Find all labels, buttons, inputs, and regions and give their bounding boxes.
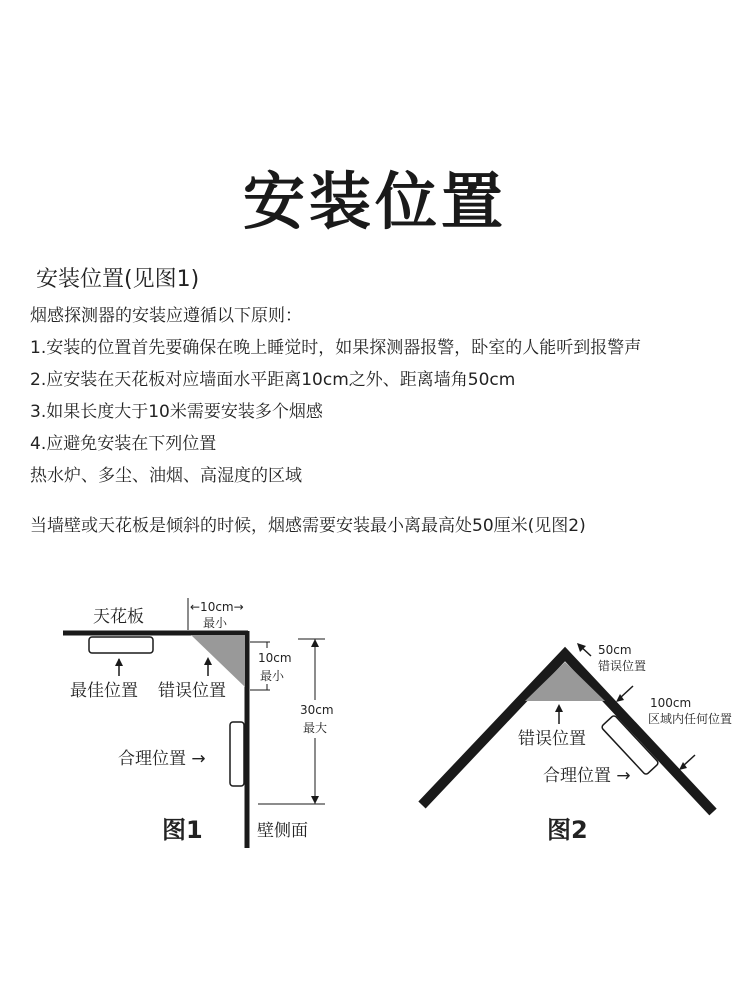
intro-text: 烟感探测器的安装应遵循以下原则： (30, 306, 302, 326)
rule-3: 3.如果长度大于10米需要安装多个烟感 (30, 402, 323, 422)
wrong2-label: 错误位置 (518, 729, 586, 749)
dist2-label: 100cm (650, 696, 692, 710)
dim-long-label: 30cm (300, 703, 334, 717)
fig2-caption: 图2 (547, 816, 588, 844)
error-zone (191, 635, 245, 687)
wall-label: 壁侧面 (257, 821, 308, 841)
ok-detector (230, 722, 244, 786)
dim-long-arrow-down (311, 796, 319, 804)
ok2-label: 合理位置 → (543, 766, 631, 786)
wrong-small-label: 错误位置 (598, 659, 647, 673)
dim-top-label: ←10cm→ (190, 600, 244, 614)
dist2-arrow (683, 755, 695, 766)
dist-mid-arrow (620, 686, 633, 698)
dist1-label: 50cm (598, 643, 632, 657)
wrong-label: 错误位置 (158, 681, 226, 701)
rule-2: 2.应安装在天花板对应墙面水平距离10cm之外、距离墙角50cm (30, 370, 516, 390)
slope-note: 当墙壁或天花板是倾斜的时候，烟感需要安装最小离最高处50厘米(见图2) (30, 516, 586, 536)
dim-side-label: 10cm (258, 651, 292, 665)
section-subtitle: 安装位置(见图1) (36, 267, 200, 292)
dim-long-max: 最大 (303, 721, 328, 735)
rule-1: 1.安装的位置首先要确保在晚上睡觉时，如果探测器报警，卧室的人能听到报警声 (30, 338, 642, 358)
rule-4: 4.应避免安装在下列位置 (30, 434, 217, 454)
figure-2 (422, 643, 732, 844)
dim-long-arrow-up (311, 639, 319, 647)
wrong2-arrow-head (555, 704, 563, 712)
wrong-arrow-head (204, 657, 212, 665)
dim-top-min: 最小 (203, 616, 228, 630)
best-label: 最佳位置 (70, 681, 138, 701)
page-title: 安装位置 (242, 165, 507, 238)
ceiling-label: 天花板 (93, 607, 144, 627)
fig1-caption: 图1 (162, 816, 203, 844)
dim-side-min: 最小 (260, 669, 285, 683)
best-arrow-head (115, 658, 123, 666)
ok-label: 合理位置 → (118, 749, 206, 769)
range-label: 区域内任何位置 (648, 712, 733, 726)
figure-1 (63, 598, 340, 848)
rule-4-detail: 热水炉、多尘、油烟、高湿度的区域 (30, 466, 302, 486)
best-detector (89, 637, 153, 653)
